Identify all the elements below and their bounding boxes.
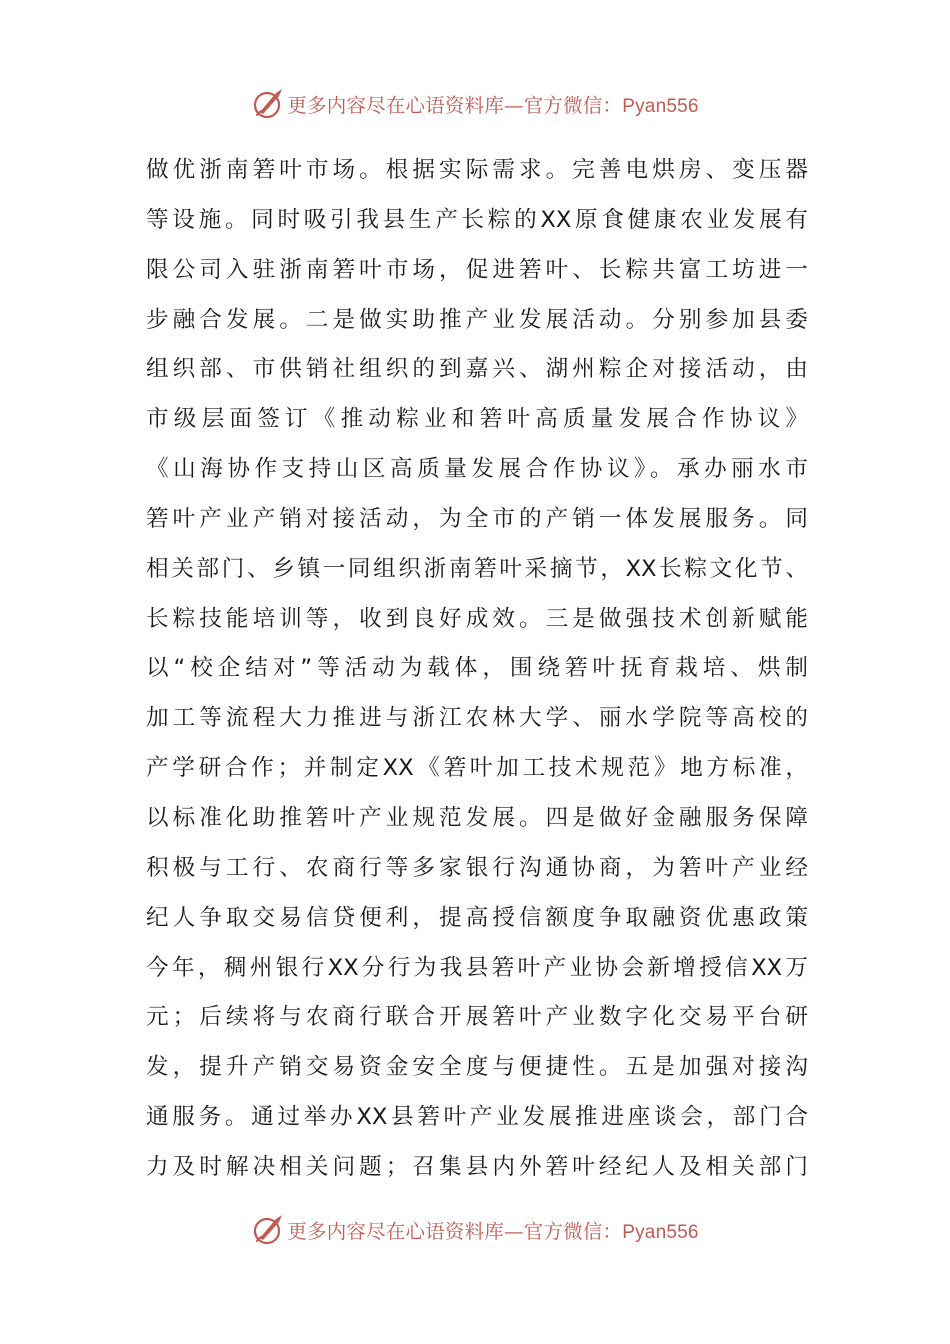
body-line-2: 等设施。同时吸引我县生产长粽的XX原食健康农业发展有 <box>146 206 808 233</box>
body-line-17: 今年，稠州银行XX分行为我县箬叶产业协会新增授信XX万 <box>146 954 808 981</box>
footer-watermark <box>0 1210 950 1250</box>
body-line-3: 限公司入驻浙南箬叶市场，促进箬叶、长粽共富工坊进一 <box>146 256 808 283</box>
body-line-18: 元；后续将与农商行联合开展箬叶产业数字化交易平台研 <box>146 1004 808 1031</box>
body-line-9: 相关部门、乡镇一同组织浙南箬叶采摘节，XX长粽文化节、 <box>146 555 808 582</box>
body-line-16: 纪人争取交易信贷便利，提高授信额度争取融资优惠政策 <box>146 904 808 931</box>
body-line-21: 力及时解决相关问题；召集县内外箬叶经纪人及相关部门 <box>146 1153 808 1180</box>
body-line-8: 箬叶产业产销对接活动，为全市的产销一体发展服务。同 <box>146 505 808 532</box>
body-line-10: 长粽技能培训等，收到良好成效。三是做强技术创新赋能 <box>146 605 808 632</box>
body-line-6: 市级层面签订《推动粽业和箬叶高质量发展合作协议》 <box>146 406 808 433</box>
body-line-11: 以“校企结对”等活动为载体，围绕箬叶抚育栽培、烘制 <box>146 655 808 682</box>
body-line-12: 加工等流程大力推进与浙江农林大学、丽水学院等高校的 <box>146 705 808 732</box>
header-watermark-wechat-id: Pyan556 <box>622 96 699 117</box>
body-line-19: 发，提升产销交易资金安全度与便捷性。五是加强对接沟 <box>146 1054 808 1081</box>
document-body <box>146 146 808 1193</box>
footer-watermark-text: 更多内容尽在心语资料库—官方微信：Pyan556 <box>287 1220 699 1243</box>
body-line-4: 步融合发展。二是做实助推产业发展活动。分别参加县委 <box>146 306 808 333</box>
body-line-15: 积极与工行、农商行等多家银行沟通协商，为箬叶产业经 <box>146 854 808 881</box>
body-line-1: 做优浙南箬叶市场。根据实际需求。完善电烘房、变压器 <box>146 157 808 183</box>
footer-watermark-wechat-id: Pyan556 <box>622 1222 699 1243</box>
body-line-14: 以标准化助推箬叶产业规范发展。四是做好金融服务保障 <box>146 804 808 831</box>
header-watermark-text: 更多内容尽在心语资料库—官方微信：Pyan556 <box>287 94 699 117</box>
body-line-20: 通服务。通过举办XX县箬叶产业发展推进座谈会，部门合 <box>146 1104 808 1131</box>
body-line-13: 产学研合作；并制定XX《箬叶加工技术规范》地方标准， <box>146 755 808 782</box>
quill-pen-logo-icon <box>251 87 285 121</box>
body-line-5: 组织部、市供销社组织的到嘉兴、湖州粽企对接活动，由 <box>146 356 808 383</box>
body-line-7: 《山海协作支持山区高质量发展合作协议》。承办丽水市 <box>146 456 808 483</box>
quill-pen-logo-icon <box>251 1213 285 1247</box>
header-watermark <box>0 84 950 124</box>
